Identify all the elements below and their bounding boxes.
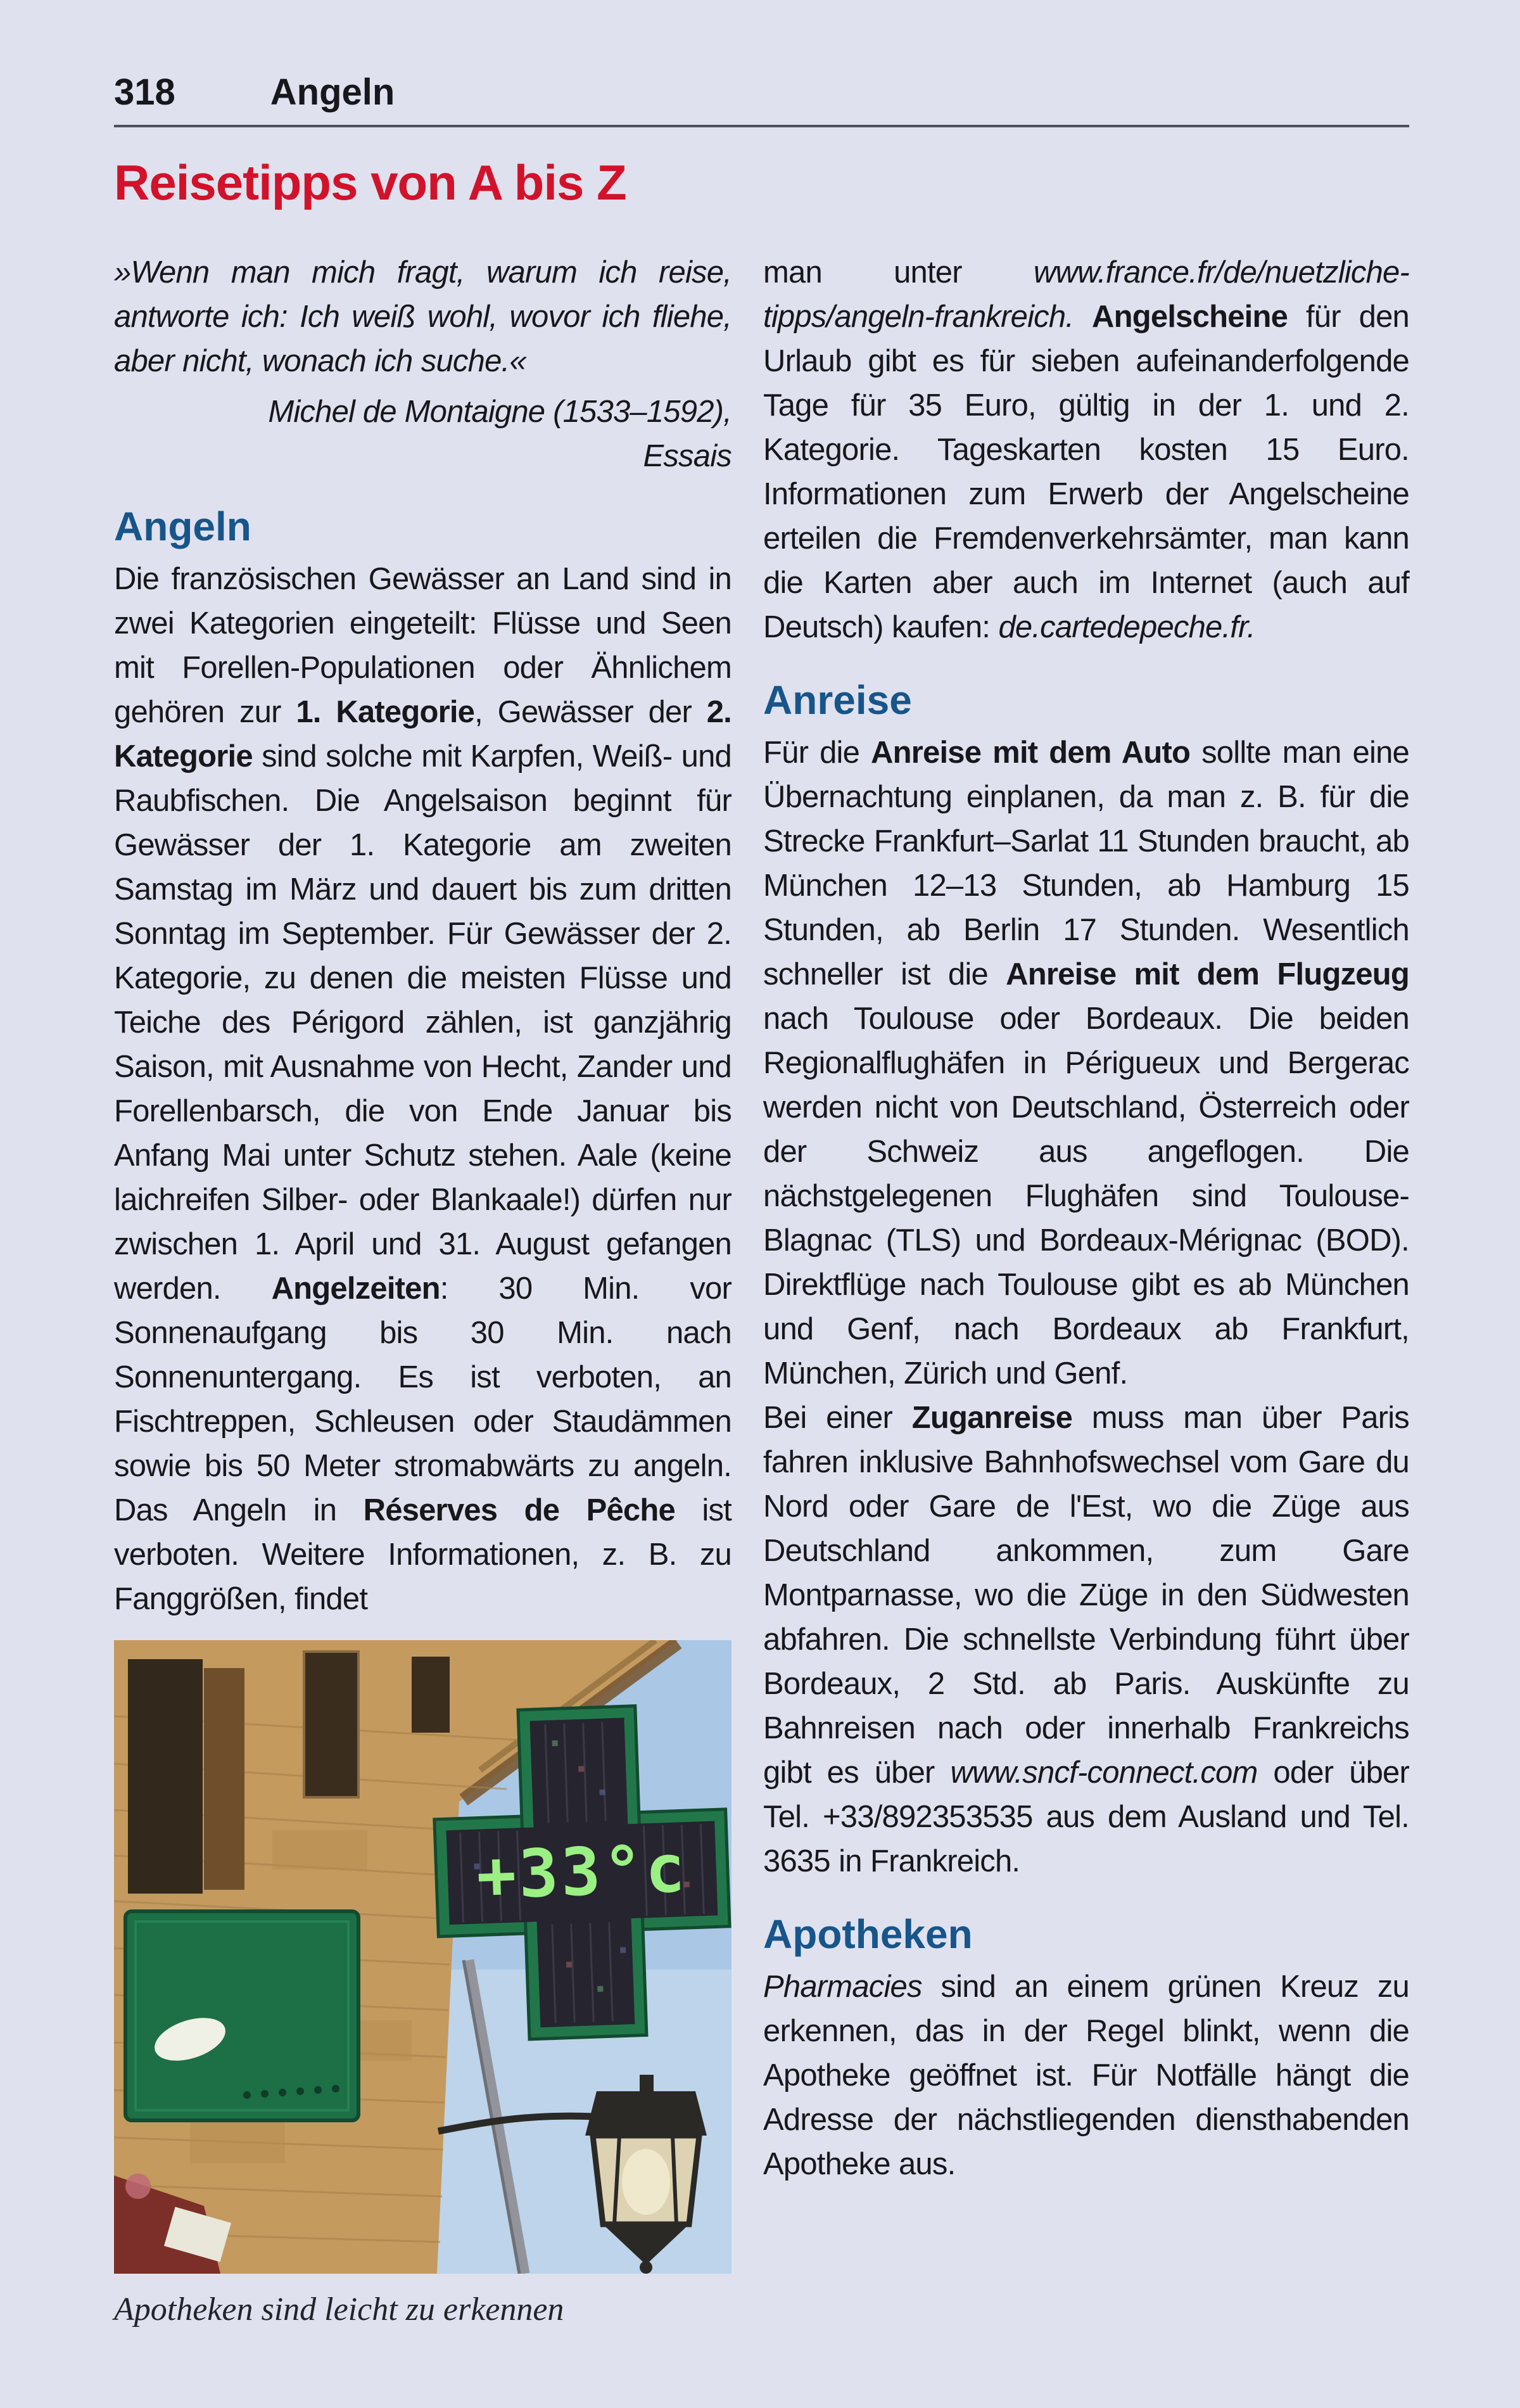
section-heading-apotheken: Apotheken — [763, 1911, 973, 1957]
left-column — [114, 250, 732, 2329]
led-temperature-text: +33°c — [475, 1830, 689, 1914]
quote-attribution — [114, 390, 732, 478]
page-number: 318 — [114, 72, 175, 113]
pharmacy-photo-illustration — [114, 1640, 732, 2274]
chapter-title: Angeln — [270, 72, 395, 113]
pharmacy-side-sign — [125, 1911, 358, 2120]
photo-caption: Apotheken sind leicht zu erkennen — [114, 2291, 564, 2328]
attribution-author: Michel de Montaigne (1533–1592), — [268, 395, 732, 429]
attribution-work: Essais — [643, 439, 732, 473]
apotheken-paragraph: Pharmacies sind an einem grünen Kreuz zu erkennen, das in der Regel blinkt, wenn die Apotheke geöffnet ist. Für Notfälle hängt die Adresse der nächstliegenden diensthabenden Apotheke aus. — [763, 1970, 1409, 2181]
page-title: Reisetipps von A bis Z — [114, 155, 626, 210]
right-column — [763, 250, 1409, 2329]
page-content — [114, 71, 1409, 2329]
angeln-paragraph-continued: man unter www.france.fr/de/nuetzliche-tipps/angeln-frankreich. Angelscheine für den Urlaub gibt es für sieben aufeinanderfolgende Tage für 35 Euro, gültig in der 1. und 2. Kategorie. Tageskarten kosten 15 Euro. Informationen zum Erwerb der Angelscheine erteilen die Fremdenverkehrsämter, man kann die Karten aber auch im Internet (auch auf Deutsch) kaufen: de.cartedepeche.fr. — [763, 255, 1409, 644]
anreise-paragraph: Für die Anreise mit dem Auto sollte man eine Übernachtung einplanen, da man z. B. für die Strecke Frankfurt–Sarlat 11 Stunden braucht, ab München 12–13 Stunden, ab Hamburg 15 Stunden, ab Berlin 17 Stunden. Wesentlich schneller ist die Anreise mit dem Flugzeug nach Toulouse oder Bordeaux. Die beiden Regionalflughäfen in Périgueux und Bergerac werden nicht von Deutschland, Österreich oder der Schweiz aus angeflogen. Die nächstgelegenen Flughäfen sind Toulouse-Blagnac (TLS) und Bordeaux-Mérignac (BOD). Direktflüge nach Toulouse gibt es ab München und Genf, nach Bordeaux ab Frankfurt, München, Zürich und Genf. Bei einer Zuganreise muss man über Paris fahren inklusive Bahnhofswechsel vom Gare du Nord oder Gare de l'Est, wo die Züge aus Deutschland ankommen, zum Gare Montparnasse, wo die Züge in den Südwesten abfahren. Die schnellste Verbindung führt über Bordeaux, 2 Std. ab Paris. Auskünfte zu Bahnreisen nach oder innerhalb Frankreichs gibt es über www.sncf-connect.com oder über Tel. +33/892353535 aus dem Ausland und Tel. 3635 in Frankreich. — [763, 736, 1409, 1878]
montaigne-quote: »Wenn man mich fragt, warum ich reise, antworte ich: Ich weiß wohl, wovor ich fliehe, aber nicht, wonach ich suche.« — [114, 255, 732, 378]
section-heading-angeln: Angeln — [114, 504, 251, 549]
section-heading-anreise: Anreise — [763, 677, 912, 723]
angeln-paragraph: Die französischen Gewässer an Land sind in zwei Kategorien eingeteilt: Flüsse und Seen mit Forellen-Populationen oder Ähnlichem gehören zur 1. Kategorie, Gewässer der 2. Kategorie sind solche mit Karpfen, Weiß- und Raubfischen. Die Angelsaison beginnt für Gewässer der 1. Kategorie am zweiten Samstag im März und dauert bis zum dritten Sonntag im September. Für Gewässer der 2. Kategorie, zu denen die meisten Flüsse und Teiche des Périgord zählen, ist ganzjährig Saison, mit Ausnahme von Hecht, Zander und Forellenbarsch, die von Ende Januar bis Anfang Mai unter Schutz stehen. Aale (keine laichreifen Silber- oder Blankaale!) dürfen nur zwischen 1. April und 31. August gefangen werden. Angelzeiten: 30 Min. vor Sonnenaufgang bis 30 Min. nach Sonnenuntergang. Es ist verboten, an Fischtreppen, Schleusen oder Staudämmen sowie bis 50 Meter stromabwärts zu angeln. Das Angeln in Réserves de Pêche ist verboten. Weitere Informationen, z. B. zu Fanggrößen, findet — [114, 562, 732, 1616]
two-column-layout — [114, 250, 1409, 2329]
pharmacy-sign-photo — [114, 1640, 732, 2274]
running-header — [114, 71, 1409, 127]
